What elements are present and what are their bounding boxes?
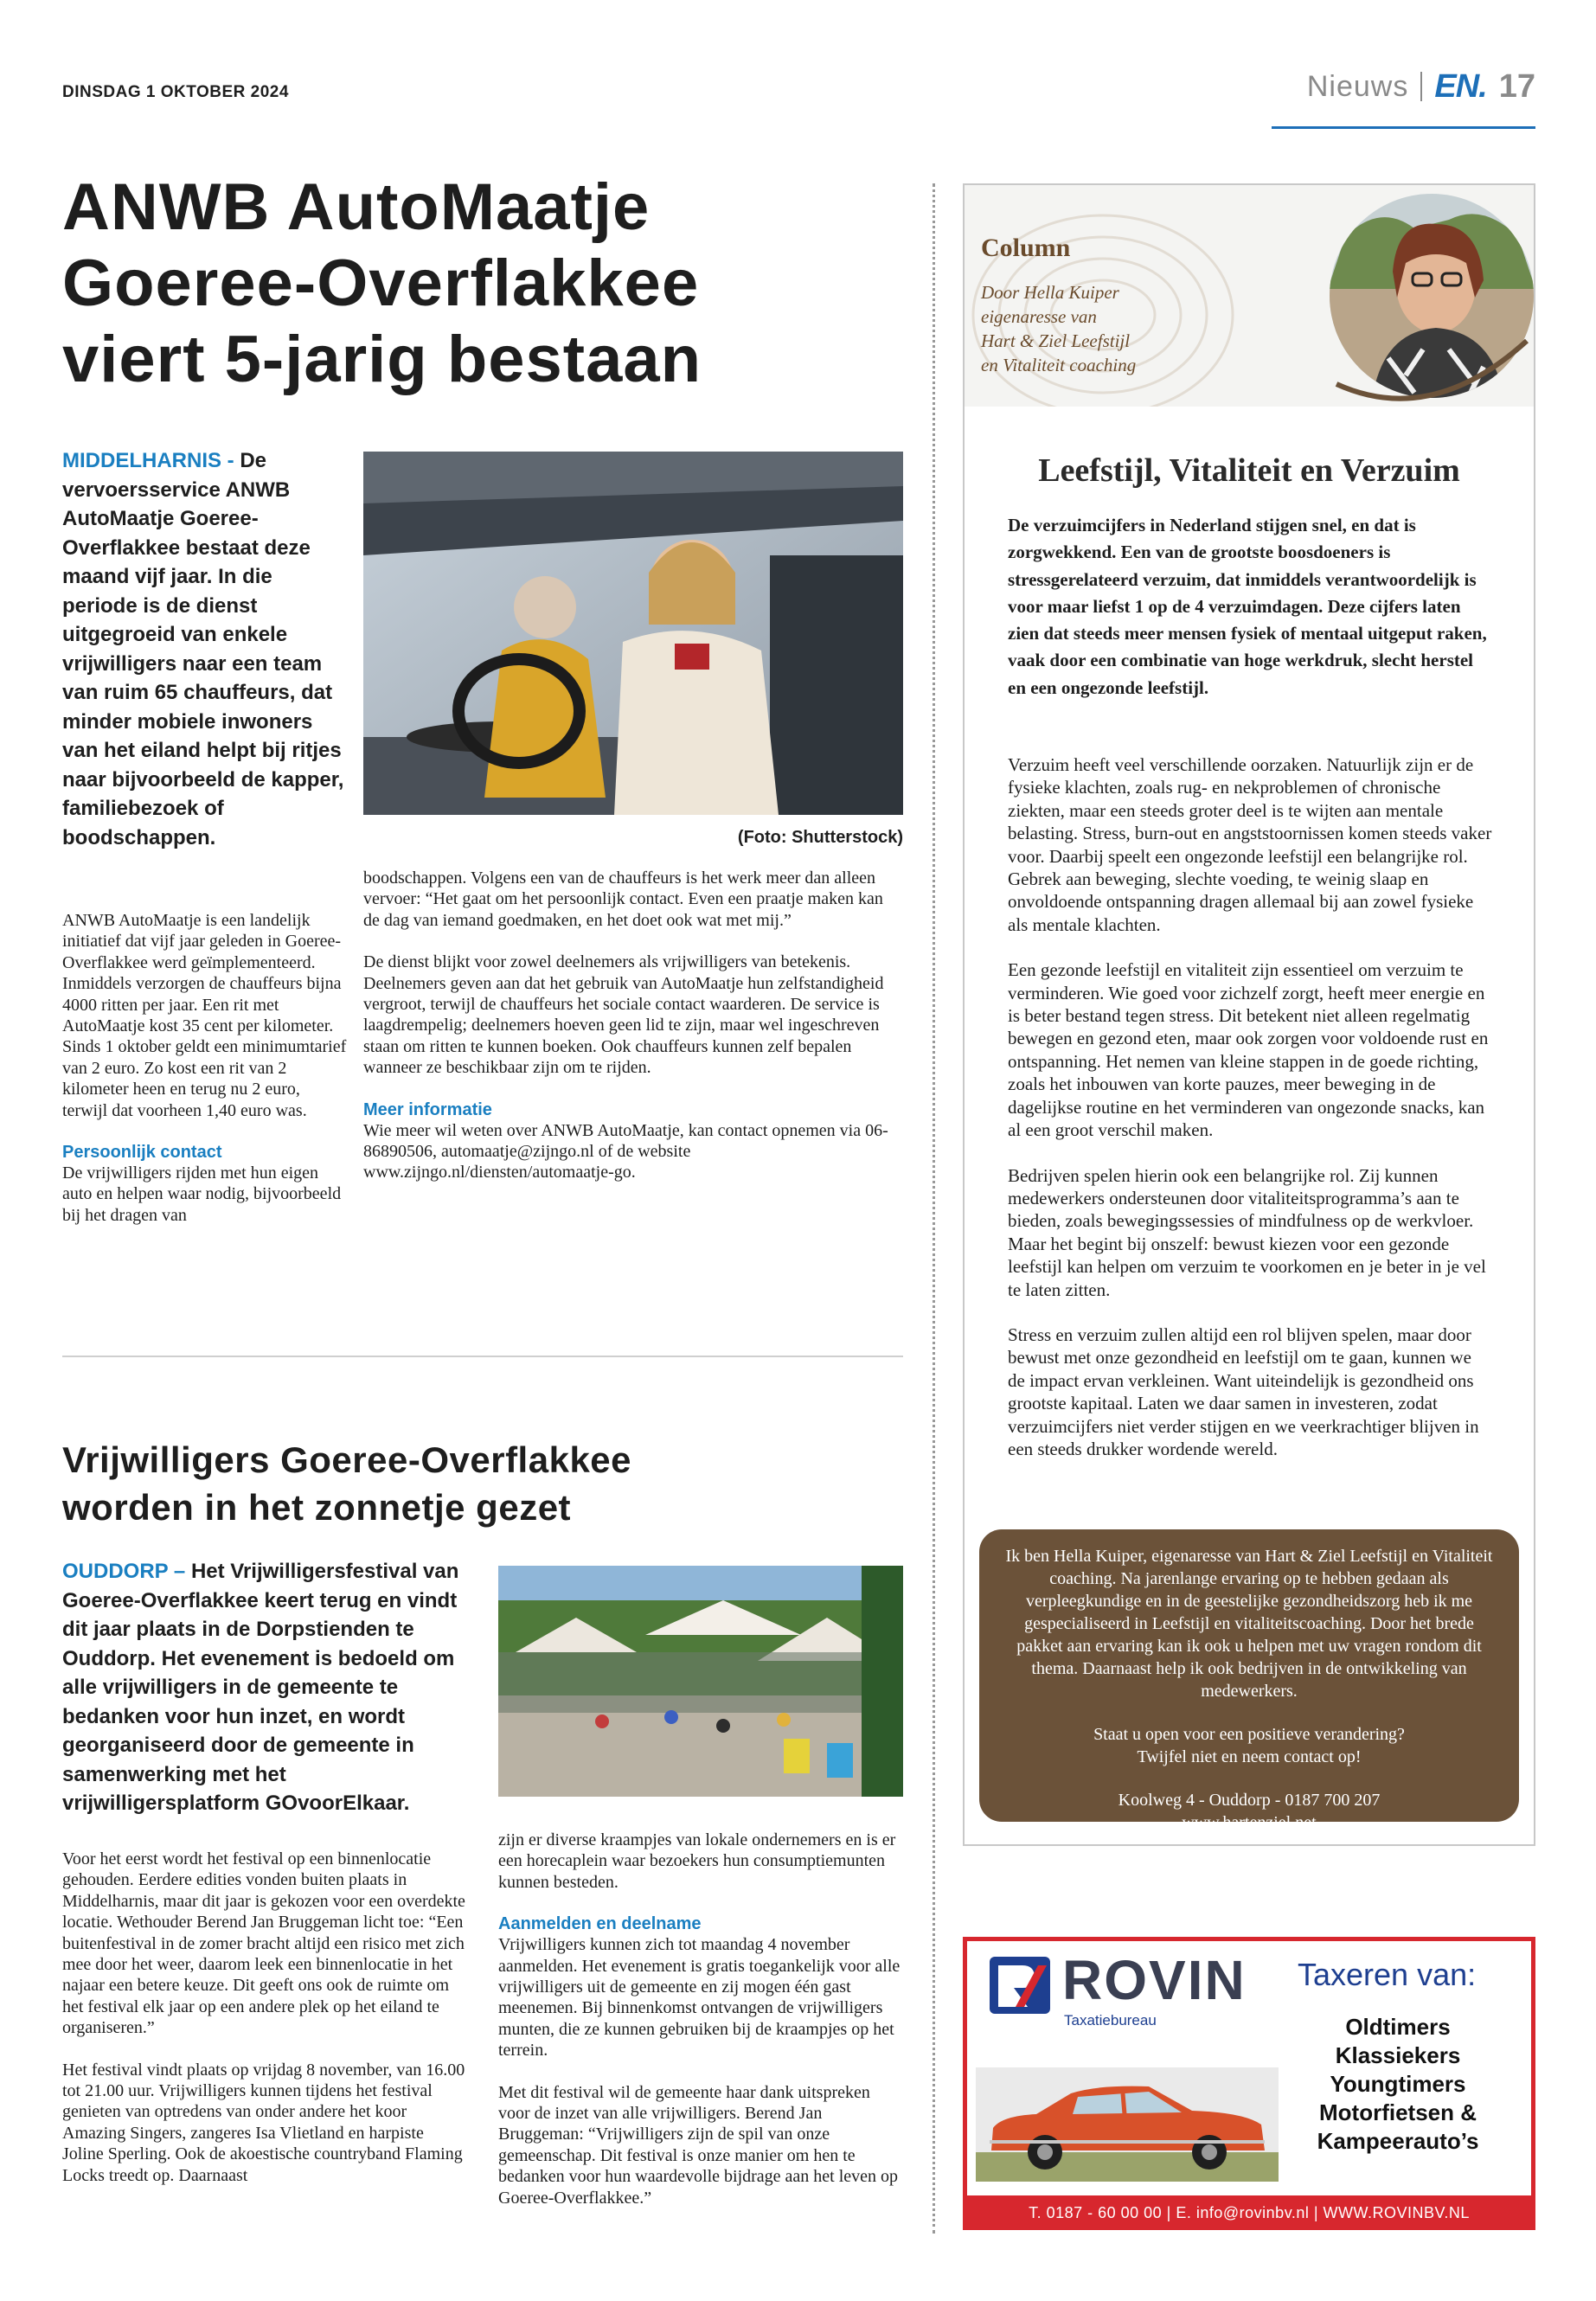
article2-paragraph: Met dit festival wil de gemeente haar dank uitspreken voor de inzet van alle vrijwilligers. Berend Jan Bruggeman: “Vrijwilligers zijn de spil van onze gemeenschap. Dit festival is onze manier om hen te bedanken voor hun waardevolle bijdrage aan het leven op Goeree-Overflakkee.”	[498, 2082, 899, 2208]
article1-lead-text: De vervoersservice ANWB AutoMaatje Goeree-Overflakkee bestaat deze maand vijf jaar. In die periode is de dienst uitgegroeid van enkele vrijwilligers naar een team van ruim 65 chauffeurs, dat minder mobiele inwoners van het eiland helpt bij ritjes naar bijvoorbeeld de kapper, familiebezoek of boodschappen.	[62, 449, 344, 849]
article2-title	[62, 1436, 910, 1531]
promo-address: Koolweg 4 - Ouddorp - 0187 700 207	[1118, 1791, 1381, 1810]
advert-service-item: Klassiekers	[1335, 2042, 1461, 2068]
advert-headline: Taxeren van:	[1298, 1957, 1477, 1992]
article1-body-left	[62, 910, 348, 1226]
section-name: Nieuws	[1306, 69, 1409, 103]
car-photo-illustration	[363, 452, 903, 815]
column-label: Column	[981, 234, 1071, 262]
advert-service-item: Youngtimers	[1330, 2071, 1466, 2097]
article2-paragraph: Vrijwilligers kunnen zich tot maandag 4 november aanmelden. Het evenement is gratis toegankelijk voor alle vrijwilligers uit de gemeente en zij mogen één gast meenemen. Bij binnenkomst ontvangen de vrijwilligers munten, die ze kunnen gebruiken bij de kraampjes op het terrein.	[498, 1935, 901, 2061]
rovin-brand: ROVIN	[1062, 1949, 1247, 2011]
article1-dateline: MIDDELHARNIS -	[62, 449, 234, 472]
article1-paragraph: boodschappen. Volgens een van de chauffeurs is het werk meer dan alleen vervoer: “Het gaat om het persoonlijk contact. Even een praatje maken kan de dag van iemand goedmaken, en het doet ook wat met mij.”	[363, 868, 883, 930]
article2-body-right	[498, 1830, 905, 2208]
festival-photo	[498, 1566, 903, 1797]
festival-photo-illustration	[498, 1566, 903, 1797]
classic-car-image	[976, 2067, 1279, 2182]
article1-title	[62, 170, 893, 398]
column-byline-line: en Vitaliteit coaching	[981, 355, 1137, 375]
rovin-subtitle: Taxatiebureau	[1064, 2012, 1157, 2029]
article1-title-line: Goeree-Overflakkee	[62, 247, 700, 320]
promo-cta: Staat u open voor een positieve verandering?	[1093, 1725, 1405, 1744]
en-logo: EN.	[1434, 67, 1487, 105]
advert-service-list	[1285, 2013, 1510, 2156]
article1-subhead-contact: Persoonlijk contact	[62, 1143, 222, 1163]
article1-paragraph: De vrijwilligers rijden met hun eigen auto en helpen waar nodig, bijvoorbeeld bij het dragen van	[62, 1163, 342, 1225]
column-title: Leefstijl, Vitaliteit en Verzuim	[1038, 452, 1460, 489]
article1-lead	[62, 446, 348, 852]
promo-website[interactable]: www.hartenziel.net	[1182, 1813, 1317, 1832]
article2-subhead-register: Aanmelden en deelname	[498, 1914, 702, 1934]
column-separator	[933, 183, 935, 2234]
article2-paragraph: Voor het eerst wordt het festival op een binnenlocatie gehouden. Eerdere edities vonden buiten plaats in Middelharnis, maar dit jaar is gekozen voor een overdekte locatie. Wethouder Berend Jan Bruggeman licht toe: “Een buitenfestival in de zomer bracht altijd een risico met zich mee door het weer, daarom leek een binnenlocatie in het najaar een betere keuze. Dit geeft ons ook de ruimte om het festival elk jaar op een andere plek op het eiland te organiseren.”	[62, 1849, 465, 2038]
article1-body-right	[363, 868, 903, 1183]
article2-dateline: OUDDORP –	[62, 1560, 186, 1583]
column-byline-line: Door Hella Kuiper	[981, 282, 1119, 303]
advert-service-item: Kampeerauto’s	[1317, 2128, 1479, 2154]
advert-service-item: Motorfietsen &	[1319, 2099, 1477, 2125]
column-paragraph: Stress en verzuim zullen altijd een rol blijven spelen, maar door bewust met onze gezondheid en leefstijl om te gaan, kunnen we de impact ervan verkleinen. Want uiteindelijk is gezondheid ons grootste kapitaal. Laten we daar samen in investeren, zodat verzuimcijfers niet verder stijgen en we veerkrachtiger blijven in een steeds drukker wordende wereld.	[1008, 1324, 1479, 1459]
column-byline-line: eigenaresse van	[981, 306, 1097, 327]
page-header-right	[1272, 67, 1535, 106]
article1-paragraph: Wie meer wil weten over ANWB AutoMaatje, kan contact opnemen via 06-86890506, automaatje@zijngo.nl of de website www.zijngo.nl/diensten/automaatje-go.	[363, 1120, 888, 1183]
article2-body-left	[62, 1849, 469, 2186]
column-body	[1008, 753, 1492, 1483]
column-paragraph: Een gezonde leefstijl en vitaliteit zijn essentieel om verzuim te verminderen. Wie goed voor zichzelf zorgt, heeft meer energie en is beter bestand tegen stress. Dit betekent niet alleen regelmatig bewegen en gezond eten, maar ook zorgen voor voldoende rust en ontspanning. Het nemen van kleine stappen in de goede richting, zoals het inbouwen van korte pauzes, meer beweging in de dagelijkse routine en het verminderen van ongezonde snacks, kan al een groot verschil maken.	[1008, 959, 1489, 1141]
column-byline-line: Hart & Ziel Leefstijl	[981, 330, 1131, 351]
article2-title-line: Vrijwilligers Goeree-Overflakkee	[62, 1439, 632, 1480]
issue-date: DINSDAG 1 OKTOBER 2024	[62, 83, 289, 101]
column-byline	[981, 280, 1136, 377]
article1-paragraph: ANWB AutoMaatje is een landelijk initiatief dat vijf jaar geleden in Goeree-Overflakkee werd geïmplementeerd. Inmiddels verzorgen de chauffeurs bijna 4000 ritten per jaar. Een rit met AutoMaatje kost 35 cent per kilometer. Sinds 1 oktober geldt een minimumtarief van 2 euro. Zo kost een rit van 2 kilometer heen en terug nu 2 euro, terwijl dat voorheen 1,40 euro was.	[62, 911, 347, 1120]
promo-cta: Twijfel niet en neem contact op!	[1137, 1747, 1362, 1766]
article1-paragraph: De dienst blijkt voor zowel deelnemers als vrijwilligers van betekenis. Deelnemers geven aan dat het gebruik van AutoMaatje hun zelfstandigheid vergroot, terwijl de chauffeurs het sociale contact waarderen. De service is laagdrempelig; deelnemers hoeven geen lid te zijn, maar wel ingeschreven staan om ritten te kunnen boeken. Ook chauffeurs kunnen zelf bepalen wanneer ze beschikbaar zijn om te rijden.	[363, 952, 884, 1078]
article2-lead	[62, 1557, 478, 1818]
article1-title-line: ANWB AutoMaatje	[62, 170, 651, 244]
advert-service-item: Oldtimers	[1345, 2014, 1451, 2040]
promo-text: Ik ben Hella Kuiper, eigenaresse van Hart & Ziel Leefstijl en Vitaliteit coaching. Na jarenlange ervaring op te hebben gedaan als verpleegkundige en in de geestelijke gezondheidszorg heb ik me gespecialiseerd in Leefstijl en vitaliteitscoaching. Door het brede pakket aan ervaring kan ik ook u helpen met uw vragen rondom dit thema. Daarnaast help ik ook bedrijven in de ontwikkeling van medewerkers.	[1005, 1547, 1493, 1701]
column-paragraph: Verzuim heeft veel verschillende oorzaken. Natuurlijk zijn er de fysieke klachten, zoals rug- en nekproblemen of chronische ziekten, maar een steeds groter deel is te wijten aan mentale belasting. Stress, burn-out en angststoornissen komen steeds vaker voor. Daarbij speelt een ongezonde leefstijl een belangrijke rol. Gebrek aan beweging, slechte voeding, te weinig slaap en onvoldoende ontspanning dragen allemaal bij aan zowel fysieke als mentale klachten.	[1008, 754, 1492, 935]
article2-paragraph: zijn er diverse kraampjes van lokale ondernemers en is er een horecaplein waar bezoekers hun consumptiemunten kunnen besteden.	[498, 1830, 896, 1892]
column-paragraph: Bedrijven spelen hierin ook een belangrijke rol. Zij kunnen medewerkers ondersteunen door vitaliteitsprogramma’s aan te bieden, zoals bewegingssessies of mindfulness op de werkvloer. Maar het begint bij onszelf: bewust kiezen voor een gezonde leefstijl kan helpen om verzuim te voorkomen en je beter in je vel te laten zitten.	[1008, 1164, 1486, 1300]
article2-lead-text: Het Vrijwilligersfestival van Goeree-Overflakkee keert terug en vindt dit jaar plaats in de Dorpstienden te Ouddorp. Het evenement is bedoeld om alle vrijwilligers in de gemeente te bedanken voor hun inzet, en wordt georganiseerd door de gemeente in samenwerking met het vrijwilligersplatform GOvoorElkaar.	[62, 1560, 459, 1815]
header-divider	[1420, 72, 1422, 101]
column-intro: De verzuimcijfers in Nederland stijgen snel, en dat is zorgwekkend. Een van de grootste boosdoeners is stressgerelateerd verzuim, dat inmiddels verantwoordelijk is voor maar liefst 1 op de 4 verzuimdagen. Deze cijfers laten zien dat steeds meer mensen fysiek of mentaal uitgeput raken, vaak door een combinatie van hoge werkdruk, slecht herstel en een ongezonde leefstijl.	[1008, 515, 1487, 698]
header-rule	[1272, 126, 1535, 129]
rovin-logo-icon	[990, 1957, 1050, 2014]
photo-caption: (Foto: Shutterstock)	[737, 828, 903, 847]
article2-paragraph: Het festival vindt plaats op vrijdag 8 november, van 16.00 tot 21.00 uur. Vrijwilligers kunnen tijdens het festival genieten van optredens van onder andere het koor Amazing Singers, zangeres Isa Vlietland en harpiste Joline Sperling. Ook de akoestische countryband Flaming Locks treedt op. Daarnaast	[62, 2060, 465, 2185]
article-divider	[62, 1356, 903, 1357]
article1-title-line: viert 5-jarig bestaan	[62, 323, 702, 396]
column-promo-box	[979, 1529, 1519, 1832]
car-photo	[363, 452, 903, 815]
article1-subhead-info: Meer informatie	[363, 1099, 492, 1119]
article2-title-line: worden in het zonnetje gezet	[62, 1487, 572, 1528]
page-number: 17	[1498, 67, 1535, 105]
advert-contact-bar[interactable]: T. 0187 - 60 00 00 | E. info@rovinbv.nl | WWW.ROVINBV.NL	[963, 2195, 1535, 2230]
